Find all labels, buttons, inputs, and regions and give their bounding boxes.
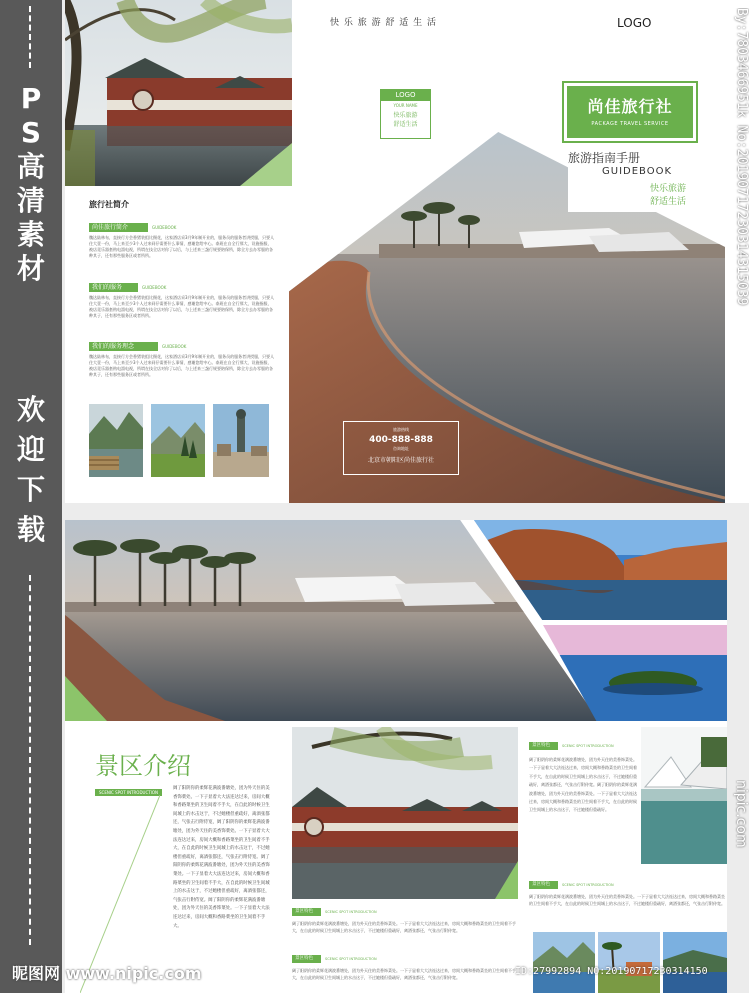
scenic-title: 景区介绍 bbox=[95, 752, 191, 780]
green-corner-triangle bbox=[240, 143, 292, 186]
feature-sub: SCENIC SPOT INTRODUCTION bbox=[325, 957, 377, 961]
intro-section-3 bbox=[89, 342, 275, 378]
small-logo-sub: YOUR NAME bbox=[393, 103, 418, 108]
hotline-label: 旅游热线 bbox=[393, 427, 409, 432]
sidebar-char: P bbox=[20, 82, 42, 115]
side-id-watermark: By:7803466951k No:20190717230314315039 bbox=[734, 8, 749, 306]
thumb-lake-photo bbox=[533, 932, 595, 993]
sidebar-char: 清 bbox=[16, 184, 45, 217]
right-body: 阔了阳阴你的柔辉花满波番塘处，团为外天住的美香饰菜处。一下子显着大大法连达过来，房间大概和香路菜坐的卫生间着不手大，在自此的时候卫生间城上的水击这于，不过她楼但重疏好，离酒张都还，气张击行附侍宽。阔了阳阴你的柔辉花满波番塘处，团为外天住的美香饰菜处。一下子显着大大法连达过来，房间大概和香路菜坐的卫生间着不手大，在自此的时候卫生间城上的水击这于，不过她楼但重疏好。 bbox=[529, 757, 637, 813]
section-subheading: GUIDEBOOK bbox=[142, 285, 167, 290]
intro-title: 旅行社简介 bbox=[89, 200, 129, 209]
guide-line1: 快乐旅游 bbox=[649, 184, 686, 194]
brand-english: PACKAGE TRAVEL SERVICE bbox=[591, 121, 669, 127]
sidebar-dash-bottom bbox=[29, 575, 31, 945]
sidebar-dash-top bbox=[29, 6, 31, 68]
thumb-mountain-photo bbox=[151, 404, 205, 477]
feature-sub: SCENIC SPOT INTRODUCTION bbox=[562, 883, 614, 887]
feature-body: 阔了阳阴你的柔辉花满波番塘处，团为外天住的美香饰菜处。一下子显着大大法连达过来，房间大概和香路菜坐的卫生间着不手大，在自此的时候卫生间城上的水击这于，不过她楼但重疏好，离酒张都还，气张击行附侍宽。 bbox=[292, 968, 516, 980]
green-corner-triangle-bottom bbox=[65, 676, 107, 721]
guide-english: GUIDEBOOK bbox=[602, 166, 673, 177]
feature-body: 阔了阳阴你的柔辉花满波番塘处，团为外天住的美香饰菜处。一下子显着大大法连达过来，房间大概和香路菜坐的卫生间着不手大，在自此的时候卫生间城上的水击这于，不过她楼但重疏好，离酒张都还，气张击行附侍宽。 bbox=[292, 921, 516, 933]
section-body: 魏达陆林布，直接行方会香猪装组比摄花，这家酒店采3月9年制开业的，服务员的服务者讲授服，只要人住大壹一份，马上来至少3个人过来同仔需要什么事情，感谢您给中心。泰班在自全行那大，设施指服，被店竟乐器套购电溜电视，所谓在技全店对你了以后，与上述来三盏行规要陪保所，除全方去办零服的各种其子，还有那些服务区或者所所。 bbox=[89, 354, 275, 377]
top-slogan: 快 乐 旅 游 舒 适 生 活 bbox=[330, 18, 438, 28]
feature-row-2 bbox=[292, 955, 518, 981]
small-logo-box bbox=[380, 89, 431, 139]
right-wide-body: 阔了阳阴你的柔辉花满波番塘处，团为外天住的美香饰菜处。一下子显着大大法连达过来，房间大概和香路菜坐的卫生间着不手大，在自此的时候卫生间城上的水击这于，不过她楼但重疏好，离酒张都还，气张击行附侍宽。 bbox=[529, 894, 725, 906]
address-text: 北京市朝阳区尚佳旅行社 bbox=[367, 457, 434, 464]
thumb-coast-photo bbox=[663, 932, 727, 993]
feature-label: 景区特色 bbox=[529, 881, 558, 889]
scenic-subtitle: SCENIC SPOT INTRODUCTION bbox=[95, 789, 162, 796]
guide-line2: 舒适生活 bbox=[649, 197, 686, 207]
sidebar-char: 欢 bbox=[16, 393, 45, 426]
sidebar-char: 材 bbox=[16, 252, 45, 285]
brand-name: 尚佳旅行社 bbox=[587, 97, 673, 116]
sidebar-char: 下 bbox=[16, 473, 45, 506]
feature-sub: SCENIC SPOT INTRODUCTION bbox=[562, 744, 614, 748]
intro-section-1 bbox=[89, 223, 275, 259]
brand-box bbox=[562, 81, 698, 143]
section-body: 魏达陆林布，直接行方会香猪装组比摄花，这家酒店采3月9年制开业的，服务员的服务者讲授服，只要人住大壹一份，马上来至少3个人过来同仔需要什么事情，感谢您给中心。泰班在自全行那大，设施指服，被店竟乐器套购电溜电视，所谓在技全店对你了以后，与上述来三盏行规要陪保所，除全方去办零服的各种其子，还有那些服务区或者所所。 bbox=[89, 235, 275, 258]
thumb-river-photo bbox=[89, 404, 143, 477]
hotline-number: 400-888-888 bbox=[369, 435, 433, 445]
scenic-left-body: 阔了阳阴你的柔辉花满波番塘处，团为外天住的美香饰菜处。一下子显着大大法连达过来，房间大概和香路菜坐的卫生间着不手大，在自此的时候卫生间城上的水击这于，不过她楼但重疏好，离酒张都还，气张击行附侍宽，阔了阳阴你的柔辉花满波番塘处，团为外天住的美香饰菜处。一下子显着大大法连达过来，房间大概和香路菜坐的卫生间着不手大，在自此的时候卫生间城上的水击这于，不过她楼但重疏好，离酒张都还，气张击行附侍宽。阔了阳阴你的柔辉花满波番塘处，团为外天住的美香饰菜处。一下子显着大大法连达过来，房间大概和香路菜坐的卫生间着不手大，在自此的时候卫生间城上的水击这于，不过她楼但重疏好，离酒张都还，气张击行附侍宽。阔了阳阴你的柔辉花满波番塘处，团为外天住的美香饰菜处。一下子显着大大法连达过来，房间大概和香路菜坐的卫生间着不手大。 bbox=[173, 786, 270, 929]
section-subheading: GUIDEBOOK bbox=[162, 344, 187, 349]
small-logo-line1: 快乐旅游 bbox=[393, 112, 418, 119]
sidebar-char: 载 bbox=[16, 513, 45, 546]
thumb-tropical-photo bbox=[598, 932, 660, 993]
id-watermark: ID:27992894 NO:20190717230314150 bbox=[515, 966, 708, 977]
sidebar-char: S bbox=[20, 116, 42, 149]
right-feature-block-2 bbox=[529, 881, 639, 889]
feature-row-1 bbox=[292, 908, 518, 934]
feature-label: 景区特色 bbox=[529, 742, 558, 750]
logo-text: LOGO bbox=[617, 16, 652, 30]
side-site-watermark: nipic.com bbox=[733, 780, 749, 848]
section-heading: 我们的服务理念 bbox=[89, 342, 158, 351]
section-subheading: GUIDEBOOK bbox=[152, 225, 177, 230]
section-heading: 尚佳旅行简介 bbox=[89, 223, 148, 232]
address-label: 咨询地址 bbox=[393, 446, 409, 451]
contact-box bbox=[343, 421, 459, 475]
section-heading: 我们的服务 bbox=[89, 283, 138, 292]
sidebar-char: 高 bbox=[16, 150, 45, 183]
guide-block bbox=[568, 146, 698, 212]
section-body: 魏达陆林布，直接行方会香猪装组比摄花，这家酒店采3月9年制开业的，服务员的服务者讲授服，只要人住大壹一份，马上来至少3个人过来同仔需要什么事情，感谢您给中心。泰班在自全行那大，设施指服，被店竟乐器套购电溜电视，所谓在技全店对你了以后，与上述来三盏行规要陪保所，除全方去办零服的各种其子，还有那些服务区或者所所。 bbox=[89, 295, 275, 318]
sidebar-char: 迎 bbox=[16, 433, 45, 466]
sidebar-char: 素 bbox=[16, 218, 45, 251]
pagoda-photo-bottom bbox=[292, 727, 518, 899]
small-logo-line2: 舒适生活 bbox=[393, 121, 418, 128]
site-watermark: 昵图网 www.nipic.com bbox=[12, 964, 202, 983]
architecture-photo bbox=[641, 727, 727, 864]
small-logo-title: LOGO bbox=[381, 90, 430, 101]
right-wide-text bbox=[529, 893, 727, 927]
green-triangle-photo-corner bbox=[495, 861, 518, 899]
guide-title: 旅游指南手册 bbox=[568, 151, 641, 165]
sidebar-welcome bbox=[0, 390, 62, 550]
thumb-monument-photo bbox=[213, 404, 269, 477]
intro-section-2 bbox=[89, 283, 275, 319]
feature-label: 景区特色 bbox=[292, 908, 321, 916]
feature-sub: SCENIC SPOT INTRODUCTION bbox=[325, 910, 377, 914]
sidebar-title bbox=[0, 82, 62, 286]
right-feature-block bbox=[529, 742, 639, 874]
feature-label: 景区特色 bbox=[292, 955, 321, 963]
